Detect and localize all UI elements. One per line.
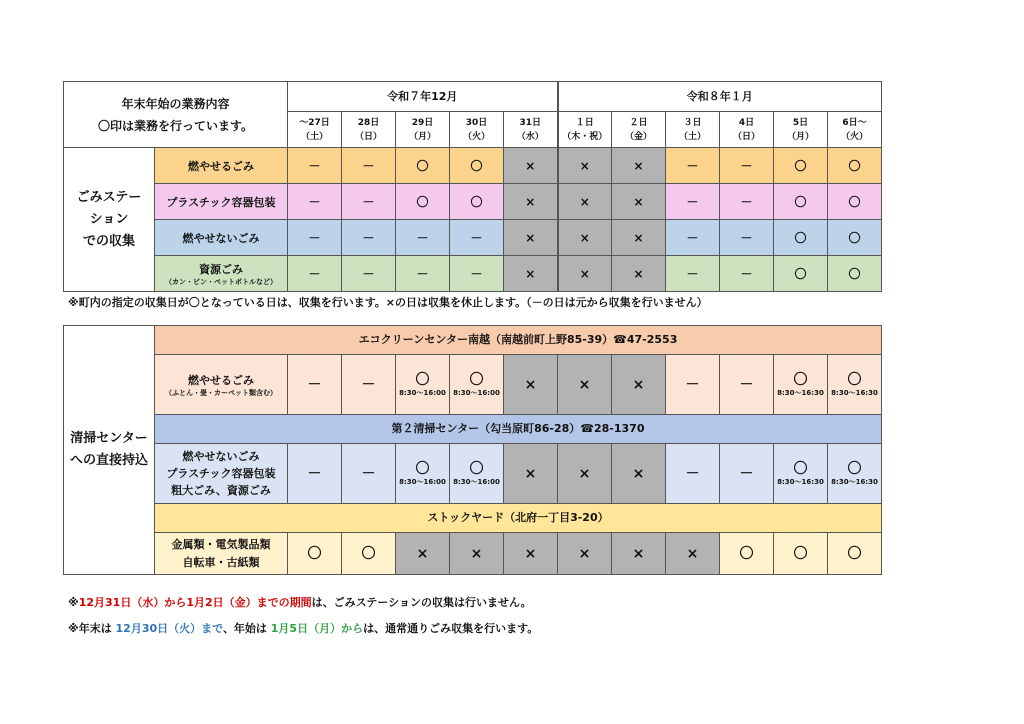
day-date: 6日～ [842, 117, 867, 128]
schedule-cell: － [666, 184, 720, 220]
schedule-mark: 〇 [415, 371, 430, 388]
schedule-cell: × [504, 220, 558, 256]
day-header [666, 112, 720, 148]
day-header [342, 112, 396, 148]
schedule-mark: 〇 [469, 460, 484, 477]
note2-suffix: は、ごみステーションの収集は行いません。 [311, 596, 532, 609]
dropoff-schedule-cell [774, 355, 828, 415]
dropoff-schedule-cell [558, 533, 612, 575]
schedule-mark: × [632, 465, 645, 482]
dropoff-schedule-cell [774, 444, 828, 504]
day-header [612, 112, 666, 148]
schedule-mark: × [632, 376, 645, 393]
dropoff-schedule-cell [666, 444, 720, 504]
dropoff-schedule-cell [504, 533, 558, 575]
day-weekday: （火） [463, 131, 491, 142]
schedule-cell: 〇 [396, 184, 450, 220]
schedule-cell: － [288, 220, 342, 256]
day-date: ２日 [629, 117, 648, 128]
dropoff-schedule-cell [396, 355, 450, 415]
station-section-label-line3: での収集 [82, 233, 135, 249]
station-section-label-line2: ション [89, 211, 129, 227]
schedule-cell: － [342, 184, 396, 220]
day-header [504, 112, 558, 148]
row-label-second-line3: 粗大ごみ、資源ごみ [171, 484, 271, 497]
center-header-stockyard: ストックヤード（北府一丁目3-20） [155, 504, 882, 533]
month-header-january: 令和８年１月 [558, 82, 882, 112]
day-date: 4日 [738, 117, 755, 128]
note2-prefix: ※ [68, 596, 79, 609]
row-label-resource [155, 256, 288, 292]
schedule-mark: － [307, 376, 322, 393]
dropoff-schedule-cell [612, 355, 666, 415]
table-title-line2: 〇印は業務を行っています。 [97, 118, 254, 133]
schedule-cell: 〇 [774, 148, 828, 184]
schedule-cell: － [720, 220, 774, 256]
schedule-cell: × [558, 220, 612, 256]
dropoff-schedule-cell [558, 355, 612, 415]
schedule-cell: － [396, 220, 450, 256]
schedule-cell: × [504, 256, 558, 292]
day-header [288, 112, 342, 148]
dropoff-schedule-cell [396, 533, 450, 575]
note-normal-resume [68, 620, 538, 636]
schedule-mark: 〇 [793, 371, 808, 388]
opening-hours: 8:30～16:30 [777, 388, 824, 397]
schedule-cell: × [612, 184, 666, 220]
opening-hours: 8:30～16:00 [453, 477, 500, 486]
schedule-cell: 〇 [828, 256, 882, 292]
center-header-eco-clean: エコクリーンセンター南越（南越前町上野85-39）☎47-2553 [155, 326, 882, 355]
schedule-mark: × [524, 465, 537, 482]
day-header [558, 112, 612, 148]
dropoff-schedule-cell [558, 444, 612, 504]
opening-hours: 8:30～16:00 [399, 388, 446, 397]
table-title-line1: 年末年始の業務内容 [121, 96, 230, 111]
schedule-mark: 〇 [847, 545, 862, 562]
schedule-mark: － [307, 465, 322, 482]
dropoff-schedule-cell [828, 533, 882, 575]
row-label-eco-burnable-sub: （ふとん・畳・カーペット類含む） [165, 388, 277, 397]
schedule-mark: 〇 [415, 460, 430, 477]
note-station-rule: ※町内の指定の収集日が〇となっている日は、収集を行います。×の日は収集を休止します。（－の日は元から収集を行いません） [68, 296, 708, 309]
table-title [64, 82, 288, 148]
dropoff-schedule-cell [450, 533, 504, 575]
schedule-cell: 〇 [774, 184, 828, 220]
row-label-stockyard-line2: 自転車・古紙類 [182, 555, 260, 569]
row-label-second-line1: 燃やせないごみ [182, 450, 260, 463]
note3-prefix: ※年末は [68, 622, 116, 635]
schedule-cell: － [720, 256, 774, 292]
schedule-cell: － [450, 220, 504, 256]
schedule-cell: 〇 [828, 220, 882, 256]
day-weekday: （月） [787, 131, 815, 142]
dropoff-schedule-cell [396, 444, 450, 504]
dropoff-schedule-cell [504, 355, 558, 415]
schedule-cell: × [612, 220, 666, 256]
schedule-cell: － [666, 148, 720, 184]
schedule-cell: － [288, 184, 342, 220]
row-label-second-line2: プラスチック容器包装 [166, 467, 276, 480]
schedule-mark: － [685, 465, 700, 482]
schedule-mark: 〇 [739, 545, 754, 562]
station-collection-table [63, 81, 882, 292]
dropoff-schedule-cell [342, 533, 396, 575]
row-label-eco-burnable-main: 燃やせるごみ [188, 373, 254, 387]
row-label-eco-burnable [155, 355, 288, 415]
day-header [774, 112, 828, 148]
schedule-cell: － [288, 148, 342, 184]
schedule-mark: 〇 [361, 545, 376, 562]
dropoff-schedule-cell [342, 444, 396, 504]
schedule-mark: 〇 [307, 545, 322, 562]
note3-new-year-date: 1月5日（月）から [270, 622, 364, 635]
dropoff-schedule-cell [504, 444, 558, 504]
schedule-mark: 〇 [793, 545, 808, 562]
schedule-cell: － [720, 184, 774, 220]
day-header [450, 112, 504, 148]
schedule-cell: 〇 [450, 148, 504, 184]
day-weekday: （土） [679, 131, 707, 142]
dropoff-schedule-cell [828, 355, 882, 415]
dropoff-schedule-cell [288, 444, 342, 504]
dropoff-schedule-cell [288, 355, 342, 415]
day-header [396, 112, 450, 148]
schedule-mark: × [578, 545, 591, 562]
dropoff-schedule-cell [828, 444, 882, 504]
schedule-cell: － [342, 148, 396, 184]
day-weekday: （月） [409, 131, 437, 142]
schedule-mark: － [361, 376, 376, 393]
schedule-mark: － [739, 376, 754, 393]
row-label-plastic: プラスチック容器包装 [155, 184, 288, 220]
dropoff-schedule-cell [774, 533, 828, 575]
dropoff-schedule-cell [450, 355, 504, 415]
note3-middle: 、年始は [222, 622, 271, 635]
schedule-cell: 〇 [396, 148, 450, 184]
schedule-cell: × [612, 256, 666, 292]
opening-hours: 8:30～16:30 [777, 477, 824, 486]
dropoff-schedule-cell [720, 533, 774, 575]
schedule-mark: × [578, 376, 591, 393]
schedule-mark: × [632, 545, 645, 562]
schedule-cell: － [342, 256, 396, 292]
opening-hours: 8:30～16:30 [831, 477, 878, 486]
day-weekday: （火） [841, 131, 869, 142]
day-date: 31日 [519, 117, 542, 128]
station-section-label-line1: ごみステー [76, 189, 142, 205]
schedule-cell: × [558, 184, 612, 220]
schedule-mark: － [685, 376, 700, 393]
dropoff-schedule-cell [342, 355, 396, 415]
row-label-stockyard-line1: 金属類・電気製品類 [171, 537, 271, 551]
dropoff-section-label-line2: への直接持込 [69, 453, 148, 468]
day-date: 29日 [411, 117, 434, 128]
note2-period: 12月31日（水）から1月2日（金）までの期間 [78, 596, 312, 609]
schedule-cell: × [558, 148, 612, 184]
schedule-cell: 〇 [828, 148, 882, 184]
dropoff-section-label-line1: 清掃センター [70, 431, 148, 446]
schedule-mark: 〇 [847, 371, 862, 388]
day-date: 30日 [465, 117, 488, 128]
schedule-cell: － [450, 256, 504, 292]
schedule-cell: － [666, 220, 720, 256]
day-date: ～27日 [299, 117, 330, 128]
schedule-cell: × [504, 148, 558, 184]
note3-year-end-date: 12月30日（火）まで [115, 622, 223, 635]
row-label-resource-sub: （カン・ビン・ペットボトルなど） [165, 277, 277, 286]
schedule-mark: － [361, 465, 376, 482]
day-weekday: （水） [516, 131, 544, 142]
schedule-cell: 〇 [828, 184, 882, 220]
dropoff-schedule-cell [666, 533, 720, 575]
day-weekday: （金） [625, 131, 653, 142]
schedule-mark: 〇 [847, 460, 862, 477]
schedule-mark: － [739, 465, 754, 482]
row-label-stockyard [155, 533, 288, 575]
opening-hours: 8:30～16:00 [399, 477, 446, 486]
schedule-cell: 〇 [450, 184, 504, 220]
schedule-cell: － [720, 148, 774, 184]
schedule-mark: 〇 [793, 460, 808, 477]
row-label-burnable: 燃やせるごみ [155, 148, 288, 184]
dropoff-section-label [64, 326, 155, 575]
schedule-mark: × [416, 545, 429, 562]
dropoff-schedule-cell [720, 444, 774, 504]
schedule-cell: × [612, 148, 666, 184]
day-date: ３日 [683, 117, 702, 128]
row-label-second-center [155, 444, 288, 504]
direct-dropoff-table [63, 325, 882, 575]
schedule-cell: × [504, 184, 558, 220]
day-date: 28日 [357, 117, 380, 128]
day-weekday: （土） [301, 131, 329, 142]
day-date: １日 [575, 117, 594, 128]
schedule-cell: － [288, 256, 342, 292]
dropoff-schedule-cell [450, 444, 504, 504]
schedule-cell: × [558, 256, 612, 292]
schedule-mark: × [470, 545, 483, 562]
schedule-cell: － [342, 220, 396, 256]
center-header-second-cleaning: 第２清掃センター（勾当原町86-28）☎28-1370 [155, 415, 882, 444]
dropoff-schedule-cell [288, 533, 342, 575]
row-label-nonburnable: 燃やせないごみ [155, 220, 288, 256]
dropoff-schedule-cell [666, 355, 720, 415]
day-weekday: （木・祝） [562, 131, 608, 142]
day-header [828, 112, 882, 148]
dropoff-schedule-cell [720, 355, 774, 415]
row-label-resource-main: 資源ごみ [199, 262, 243, 276]
station-section-label [64, 148, 155, 292]
schedule-mark: × [524, 376, 537, 393]
opening-hours: 8:30～16:30 [831, 388, 878, 397]
day-date: 5日 [792, 117, 809, 128]
day-weekday: （日） [355, 131, 383, 142]
schedule-mark: × [686, 545, 699, 562]
dropoff-schedule-cell [612, 533, 666, 575]
schedule-mark: × [578, 465, 591, 482]
schedule-cell: － [396, 256, 450, 292]
day-weekday: （日） [733, 131, 761, 142]
day-header [720, 112, 774, 148]
schedule-cell: － [666, 256, 720, 292]
note-year-end-station [68, 594, 532, 610]
schedule-mark: 〇 [469, 371, 484, 388]
opening-hours: 8:30～16:00 [453, 388, 500, 397]
dropoff-schedule-cell [612, 444, 666, 504]
schedule-mark: × [524, 545, 537, 562]
month-header-december: 令和７年12月 [288, 82, 558, 112]
note3-suffix: は、通常通りごみ収集を行います。 [363, 622, 539, 635]
schedule-cell: 〇 [774, 256, 828, 292]
schedule-cell: 〇 [774, 220, 828, 256]
